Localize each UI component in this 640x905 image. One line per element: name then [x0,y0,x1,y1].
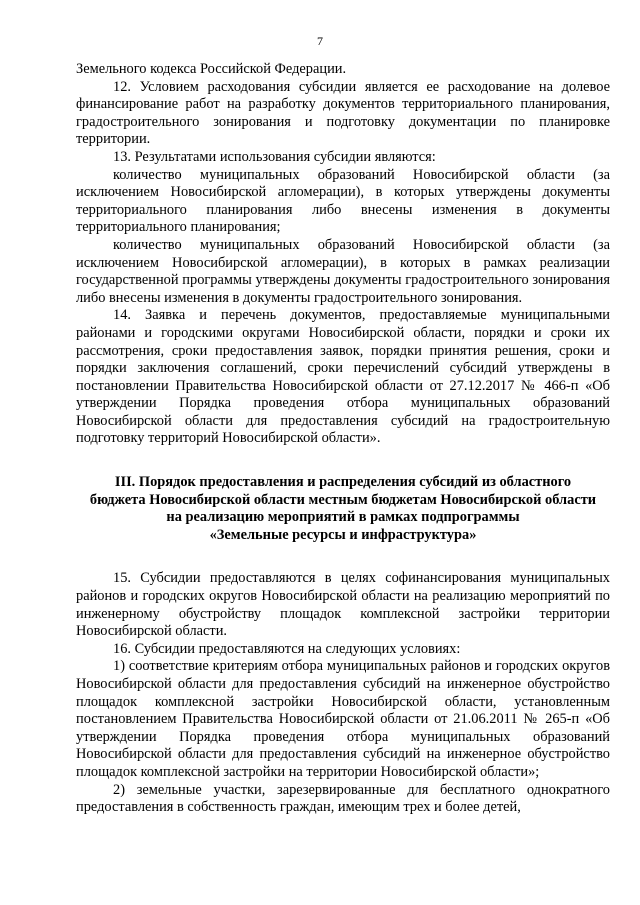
paragraph: 1) соответствие критериям отбора муниципальных районов и городских округов Новосибирской области для предоставления субсидий на инженерное обустройство площадок комплексной застройки Новосибирской области, установленным постановлением Правительства Новосибирской области от 21.06.2011 № 265-п «Об утверждении Порядка проведения отбора муниципальных образований Новосибирской области для предоставления субсидий на инженерное обустройство площадок комплексной застройки на территории Новосибирской области»; [76,658,610,780]
paragraph: 12. Условием расходования субсидии является ее расходование на долевое финансирование работ на разработку документов территориального планирования, градостроительного зонирования и подготовку документации по планировке территории. [76,78,610,148]
paragraph: 13. Результатами использования субсидии являются: [113,148,436,165]
section-heading-line: на реализацию мероприятий в рамках подпрограммы [166,509,520,526]
paragraph: 16. Субсидии предоставляются на следующих условиях: [113,640,461,657]
paragraph: 14. Заявка и перечень документов, предоставляемые муниципальными районами и городскими округами Новосибирской области, порядки и сроки их рассмотрения, сроки предоставления заявок, порядки принятия решения, сроки и порядки заключения соглашений, сроки перечислений субсидий утверждены в постановлении Правительства Новосибирской области от 27.12.2017 № 466-п «Об утверждении Порядка проведения отбора муниципальных образований Новосибирской области для предоставления субсидий на градостроительную подготовку территорий Новосибирской области». [76,307,610,447]
document-body [76,61,610,817]
page-number: 7 [317,34,323,48]
paragraph: 2) земельные участки, зарезервированные для бесплатного однократного предоставления в собственность граждан, имеющим трех и более детей, [76,781,610,816]
section-heading [76,474,610,544]
section-heading-line: бюджета Новосибирской области местным бюджетам Новосибирской области [89,491,597,508]
paragraph: 15. Субсидии предоставляются в целях софинансирования муниципальных районов и городских округов Новосибирской области на реализацию мероприятий по инженерному обустройству площадок комплексной застройки территории Новосибирской области. [76,570,610,640]
paragraph: количество муниципальных образований Новосибирской области (за исключением Новосибирской агломерации), в которых утверждены документы территориального планирования либо внесены изменения в документы территориального планирования; [76,166,610,236]
section-heading-line: «Земельные ресурсы и инфраструктура» [209,526,477,543]
paragraph: количество муниципальных образований Новосибирской области (за исключением Новосибирской агломерации), в которых в рамках реализации государственной программы утверждены документы градостроительного зонирования либо внесены изменения в документы градостроительного зонирования. [76,236,610,306]
section-heading-line: III. Порядок предоставления и распределения субсидий из областного [114,474,572,491]
paragraph: Земельного кодекса Российской Федерации. [76,61,347,77]
